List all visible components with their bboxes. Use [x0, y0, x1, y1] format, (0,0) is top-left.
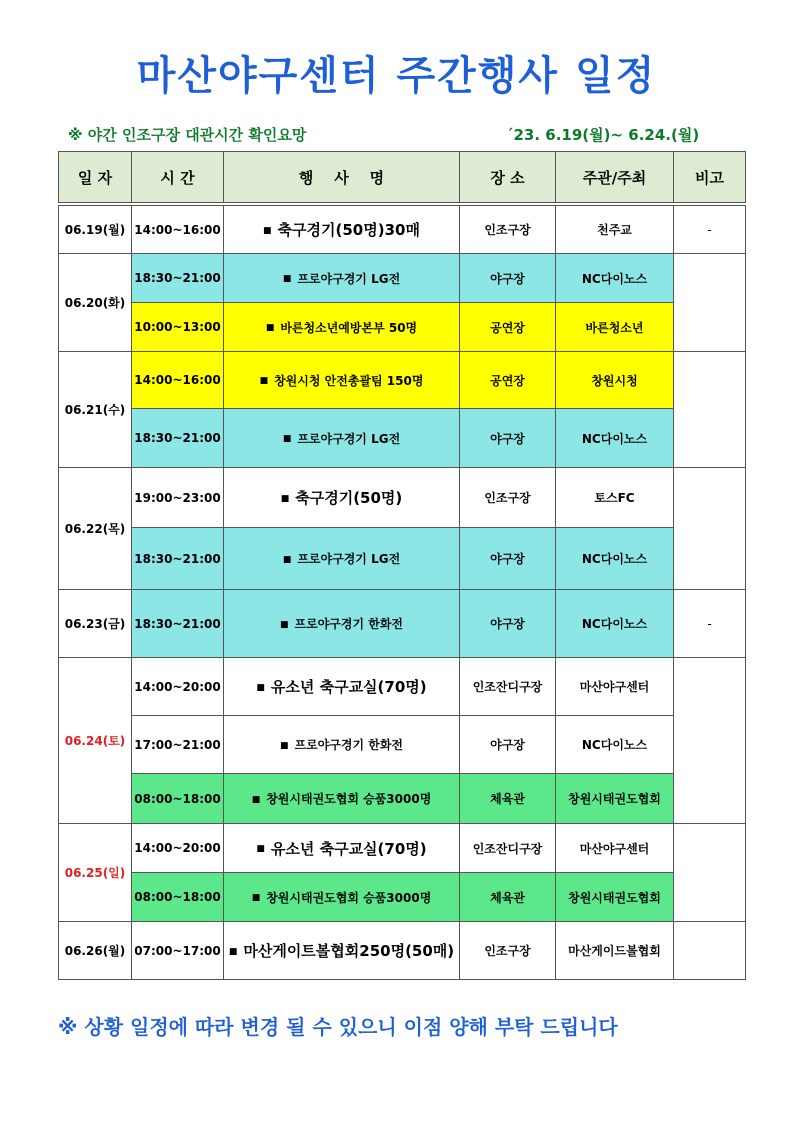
bullet-icon: ■ [282, 434, 292, 444]
header-time: 시 간 [132, 152, 224, 203]
bullet-icon: ■ [282, 274, 292, 284]
table-row [59, 528, 746, 590]
host-cell: 마산야구센터 [556, 824, 674, 873]
bullet-icon: ■ [282, 554, 292, 565]
place-cell: 야구장 [460, 528, 556, 590]
header-note: 비고 [674, 152, 746, 203]
note-cell: - [674, 590, 746, 658]
host-cell: 창원시태권도협회 [556, 774, 674, 824]
event-name: 프로야구경기 LG전 [297, 271, 401, 286]
time-cell: 14:00~20:00 [132, 658, 224, 716]
time-cell: 18:30~21:00 [132, 528, 224, 590]
time-cell: 14:00~16:00 [132, 206, 224, 254]
table-row [59, 824, 746, 873]
event-name: 창원시태권도협회 승품3000명 [266, 792, 432, 806]
date-cell: 06.21(수) [59, 352, 132, 468]
event-name: 유소년 축구교실(70명) [270, 678, 427, 696]
host-cell: 마산야구센터 [556, 658, 674, 716]
event-cell [224, 774, 460, 824]
header-row [59, 152, 746, 203]
time-cell: 08:00~18:00 [132, 774, 224, 824]
host-cell: 창원시태권도협회 [556, 873, 674, 922]
time-cell: 14:00~20:00 [132, 824, 224, 873]
host-cell: NC다이노스 [556, 716, 674, 774]
event-cell [224, 254, 460, 303]
event-cell [224, 658, 460, 716]
host-cell: 천주교 [556, 206, 674, 254]
table-row [59, 254, 746, 303]
header-host: 주관/주최 [556, 152, 674, 203]
bullet-icon: ■ [251, 794, 261, 805]
event-cell [224, 468, 460, 528]
date-cell: 06.22(목) [59, 468, 132, 590]
event-cell [224, 824, 460, 873]
event-cell [224, 409, 460, 468]
time-cell: 18:30~21:00 [132, 409, 224, 468]
host-cell: 토스FC [556, 468, 674, 528]
event-cell [224, 206, 460, 254]
event-cell [224, 590, 460, 658]
event-name: 창원시태권도협회 승품3000명 [266, 890, 432, 905]
time-cell: 18:30~21:00 [132, 590, 224, 658]
place-cell: 인조잔디구장 [460, 824, 556, 873]
event-cell [224, 528, 460, 590]
bullet-icon: ■ [279, 740, 289, 751]
note-cell [674, 254, 746, 352]
table-row [59, 873, 746, 922]
place-cell: 야구장 [460, 254, 556, 303]
header-event: 행 사 명 [224, 152, 460, 203]
event-name: 축구경기(50명)30매 [277, 221, 420, 239]
bullet-icon: ■ [259, 376, 269, 386]
event-name: 창원시청 안전총괄팀 150명 [274, 373, 424, 388]
host-cell: NC다이노스 [556, 409, 674, 468]
note-cell [674, 922, 746, 980]
place-cell: 야구장 [460, 409, 556, 468]
table-row [59, 922, 746, 980]
host-cell: 바른청소년 [556, 303, 674, 352]
table-row [59, 409, 746, 468]
place-cell: 공연장 [460, 303, 556, 352]
event-name: 축구경기(50명) [295, 489, 403, 507]
event-name: 마산게이트볼협회250명(50매) [243, 942, 455, 960]
schedule-table [58, 151, 746, 980]
note-cell [674, 658, 746, 824]
table-row [59, 658, 746, 716]
time-cell: 18:30~21:00 [132, 254, 224, 303]
schedule-body [59, 203, 746, 980]
date-cell: 06.24(토) [59, 658, 132, 824]
notice-text: ※ 야간 인조구장 대관시간 확인요망 [68, 126, 307, 144]
header-place: 장 소 [460, 152, 556, 203]
host-cell: NC다이노스 [556, 528, 674, 590]
event-cell [224, 352, 460, 409]
footer-notice: ※ 상황 일정에 따라 변경 될 수 있으니 이점 양해 부탁 드립니다 [58, 1015, 618, 1039]
bullet-icon: ■ [280, 493, 290, 504]
time-cell: 07:00~17:00 [132, 922, 224, 980]
event-cell [224, 922, 460, 980]
place-cell: 공연장 [460, 352, 556, 409]
note-cell [674, 468, 746, 590]
bullet-icon: ■ [256, 844, 265, 854]
date-cell: 06.20(화) [59, 254, 132, 352]
date-cell: 06.26(월) [59, 922, 132, 980]
event-name: 프로야구경기 LG전 [297, 552, 401, 566]
bullet-icon: ■ [228, 946, 238, 957]
period-text: ´23. 6.19(월)~ 6.24.(월) [506, 126, 700, 144]
event-name: 프로야구경기 한화전 [294, 617, 404, 631]
page-title: 마산야구센터 주간행사 일정 [136, 53, 657, 99]
table-row [59, 590, 746, 658]
bullet-icon: ■ [251, 893, 261, 903]
note-cell [674, 824, 746, 922]
host-cell: NC다이노스 [556, 254, 674, 303]
event-name: 유소년 축구교실(70명) [270, 839, 427, 858]
table-row [59, 468, 746, 528]
time-cell: 14:00~16:00 [132, 352, 224, 409]
time-cell: 08:00~18:00 [132, 873, 224, 922]
place-cell: 인조잔디구장 [460, 658, 556, 716]
event-name: 프로야구경기 LG전 [297, 431, 401, 446]
host-cell: 창원시청 [556, 352, 674, 409]
table-row [59, 716, 746, 774]
header-date: 일 자 [59, 152, 132, 203]
time-cell: 17:00~21:00 [132, 716, 224, 774]
bullet-icon: ■ [279, 619, 289, 630]
bullet-icon: ■ [263, 225, 272, 236]
table-row [59, 774, 746, 824]
event-cell [224, 873, 460, 922]
place-cell: 인조구장 [460, 922, 556, 980]
event-name: 바른청소년예방본부 50명 [280, 320, 418, 335]
host-cell: 마산게이드볼협회 [556, 922, 674, 980]
place-cell: 체육관 [460, 873, 556, 922]
date-cell: 06.25(일) [59, 824, 132, 922]
table-row [59, 303, 746, 352]
event-cell [224, 716, 460, 774]
place-cell: 인조구장 [460, 468, 556, 528]
place-cell: 인조구장 [460, 206, 556, 254]
event-cell [224, 303, 460, 352]
table-row [59, 206, 746, 254]
place-cell: 체육관 [460, 774, 556, 824]
note-cell: - [674, 206, 746, 254]
time-cell: 10:00~13:00 [132, 303, 224, 352]
date-cell: 06.19(월) [59, 206, 132, 254]
table-row [59, 352, 746, 409]
bullet-icon: ■ [256, 682, 265, 693]
bullet-icon: ■ [265, 323, 275, 333]
place-cell: 야구장 [460, 716, 556, 774]
time-cell: 19:00~23:00 [132, 468, 224, 528]
date-cell: 06.23(금) [59, 590, 132, 658]
note-cell [674, 352, 746, 468]
place-cell: 야구장 [460, 590, 556, 658]
event-name: 프로야구경기 한화전 [294, 738, 404, 752]
host-cell: NC다이노스 [556, 590, 674, 658]
